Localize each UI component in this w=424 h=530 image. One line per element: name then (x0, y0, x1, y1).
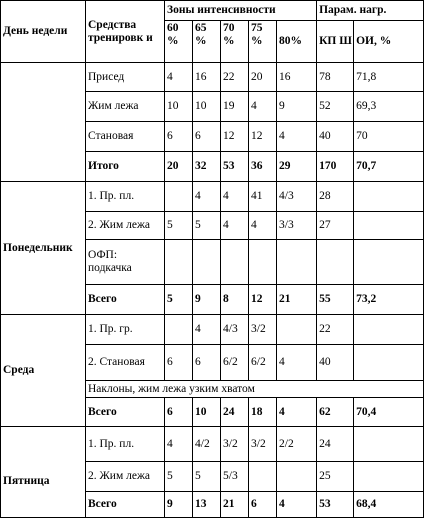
cell: 62 (317, 398, 354, 427)
cell: 52 (317, 92, 354, 122)
cell: 4 (277, 122, 317, 152)
cell: 20 (249, 63, 277, 92)
cell: 18 (249, 398, 277, 427)
cell: 69,3 (354, 92, 424, 122)
table-row (1, 182, 424, 212)
cell: 53 (317, 492, 354, 518)
cell (165, 315, 193, 345)
cell: 5 (193, 212, 221, 240)
exercise-name: 2. Жим лежа (86, 462, 165, 492)
cell: 4 (193, 182, 221, 212)
cell: 12 (249, 285, 277, 315)
cell: 13 (193, 492, 221, 518)
cell (165, 182, 193, 212)
cell (221, 240, 249, 285)
wednesday-note: Наклоны, жим лежа узким хватом (86, 381, 424, 398)
cell: 10 (193, 398, 221, 427)
cell: 10 (165, 92, 193, 122)
exercise-name: 1. Пр. пл. (86, 427, 165, 462)
cell: 70,4 (354, 398, 424, 427)
cell: 68,4 (354, 492, 424, 518)
cell: 71,8 (354, 63, 424, 92)
cell: 12 (221, 122, 249, 152)
cell: 3/2 (221, 427, 249, 462)
cell: 29 (277, 152, 317, 182)
cell: 4 (165, 427, 193, 462)
cell: 28 (317, 182, 354, 212)
exercise-name: 2. Становая (86, 345, 165, 381)
cell: 16 (277, 63, 317, 92)
header-zone-80: 80% (277, 21, 317, 63)
cell: 3/2 (249, 427, 277, 462)
cell: 19 (221, 92, 249, 122)
exercise-name: 1. Пр. гр. (86, 315, 165, 345)
cell: 24 (317, 427, 354, 462)
cell: 6 (249, 492, 277, 518)
cell: 25 (317, 462, 354, 492)
cell (354, 462, 424, 492)
cell (354, 182, 424, 212)
cell: 4/3 (277, 182, 317, 212)
header-zone-75: 75 % (249, 21, 277, 63)
exercise-name: 1. Пр. пл. (86, 182, 165, 212)
header-zone-70: 70 % (221, 21, 249, 63)
cell: 4 (249, 212, 277, 240)
cell: 22 (221, 63, 249, 92)
day-wednesday: Среда (1, 315, 86, 427)
cell: 16 (193, 63, 221, 92)
cell: 55 (317, 285, 354, 315)
cell: 5 (165, 212, 193, 240)
total-label: Всего (86, 285, 165, 315)
cell (354, 240, 424, 285)
cell: 24 (221, 398, 249, 427)
cell: 6 (165, 122, 193, 152)
cell: 4 (249, 92, 277, 122)
total-label: Всего (86, 492, 165, 518)
cell: 4 (277, 492, 317, 518)
cell (354, 212, 424, 240)
ofp-label: ОФП: подкачка (86, 240, 165, 285)
cell: 6/2 (249, 345, 277, 381)
cell (317, 240, 354, 285)
exercise-name: Присед (86, 63, 165, 92)
cell: 4 (165, 63, 193, 92)
cell (354, 315, 424, 345)
cell: 40 (317, 122, 354, 152)
cell (277, 462, 317, 492)
cell: 4/2 (193, 427, 221, 462)
cell: 70 (354, 122, 424, 152)
cell: 4 (277, 398, 317, 427)
cell: 4/3 (221, 315, 249, 345)
header-zones: Зоны интенсивности (165, 1, 317, 21)
cell: 5 (193, 462, 221, 492)
cell (354, 427, 424, 462)
cell: 32 (193, 152, 221, 182)
cell: 6 (165, 398, 193, 427)
table-row (1, 427, 424, 462)
cell (249, 462, 277, 492)
cell: 36 (249, 152, 277, 182)
header-oi: ОИ, % (354, 21, 424, 63)
day-friday: Пятница (1, 427, 86, 518)
header-zone-60: 60 % (165, 21, 193, 63)
cell: 3/3 (277, 212, 317, 240)
cell (277, 240, 317, 285)
cell: 70,7 (354, 152, 424, 182)
total-label: Итого (86, 152, 165, 182)
day-monday: Понедельник (1, 182, 86, 315)
cell: 27 (317, 212, 354, 240)
exercise-name: 2. Жим лежа (86, 212, 165, 240)
cell: 22 (317, 315, 354, 345)
cell: 9 (193, 285, 221, 315)
cell (354, 345, 424, 381)
header-means: Средства тренировк и (86, 1, 165, 63)
cell (193, 240, 221, 285)
cell: 8 (221, 285, 249, 315)
cell: 20 (165, 152, 193, 182)
cell: 9 (277, 92, 317, 122)
cell: 3/2 (249, 315, 277, 345)
cell (165, 240, 193, 285)
cell: 78 (317, 63, 354, 92)
cell: 73,2 (354, 285, 424, 315)
cell: 6/2 (221, 345, 249, 381)
cell: 12 (249, 122, 277, 152)
cell: 4 (221, 182, 249, 212)
cell: 5 (165, 285, 193, 315)
table-row (1, 63, 424, 92)
total-label: Всего (86, 398, 165, 427)
cell: 170 (317, 152, 354, 182)
cell: 41 (249, 182, 277, 212)
cell: 21 (277, 285, 317, 315)
cell: 6 (193, 122, 221, 152)
cell: 9 (165, 492, 193, 518)
header-day: День недели (1, 1, 86, 63)
header-zone-65: 65 % (193, 21, 221, 63)
cell: 4 (221, 212, 249, 240)
summary-day-cell (1, 63, 86, 182)
cell: 53 (221, 152, 249, 182)
exercise-name: Жим лежа (86, 92, 165, 122)
header-params: Парам. нагр. (317, 1, 424, 21)
cell: 4 (193, 315, 221, 345)
cell: 5 (165, 462, 193, 492)
cell: 6 (193, 345, 221, 381)
exercise-name: Становая (86, 122, 165, 152)
table-row (1, 315, 424, 345)
cell (277, 315, 317, 345)
cell: 10 (193, 92, 221, 122)
header-kpsh: КП Ш (317, 21, 354, 63)
cell: 5/3 (221, 462, 249, 492)
cell: 40 (317, 345, 354, 381)
cell (249, 240, 277, 285)
cell: 4 (277, 345, 317, 381)
cell: 21 (221, 492, 249, 518)
cell: 2/2 (277, 427, 317, 462)
cell: 6 (165, 345, 193, 381)
